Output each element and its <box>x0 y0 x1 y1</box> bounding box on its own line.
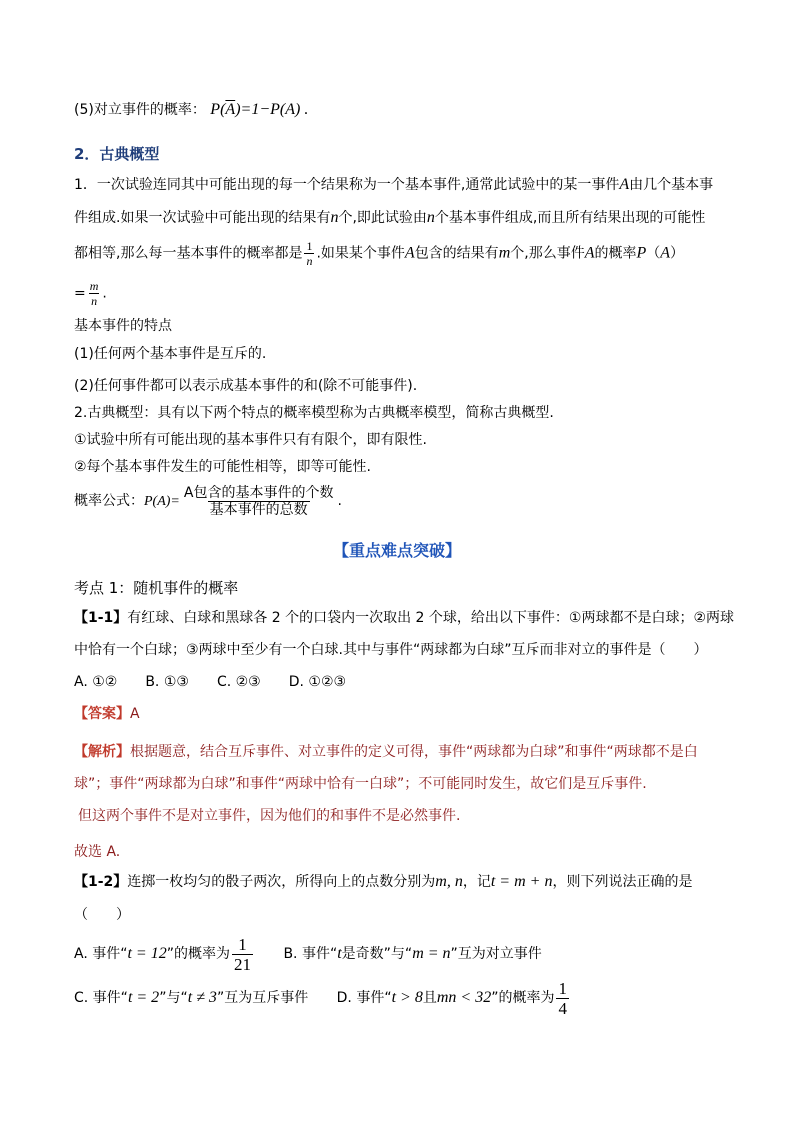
q11-answer: 【答案】A <box>74 706 140 722</box>
q12-line1: 【1-2】连掷一枚均匀的骰子两次，所得向上的点数分别为m, n，记t = m + n，则下列说法正确的是 <box>74 873 693 890</box>
classical-condition-2: ②每个基本事件发生的可能性相等，即等可能性. <box>74 459 371 475</box>
q11-line2: 中恰有一个白球；③两球中至少有一个白球.其中与事件“两球都为白球”互斥而非对立的事件是（ ） <box>74 642 708 658</box>
q12-options-ab: A. 事件“t = 12”的概率为 $\frac{1}{21}$ B. 事件“t是奇数”与“m = n”互为对立事件 <box>74 934 542 974</box>
para1-line3: 都相等,那么每一基本事件的概率都是 $\frac{1}{n}$ .如果某个事件A包含的结果有m个,那么事件A的概率P（A） <box>74 239 685 268</box>
para1-line1: 1．一次试验连同其中可能出现的每一个结果称为一个基本事件,通常此试验中的某一事件A由几个基本事 <box>74 176 714 193</box>
q11-options: A. ①② B. ①③ C. ②③ D. ①②③ <box>74 674 347 690</box>
q11-line1: 【1-1】有红球、白球和黑球各 2 个的口袋内一次取出 2 个球，给出以下事件：①两球都不是白球；②两球 <box>74 610 735 626</box>
fraction-1-over-4: $\frac{1}{4}$ <box>558 978 567 1018</box>
fraction-1-over-21: $\frac{1}{21}$ <box>234 934 251 974</box>
kaodian-title: 考点 1：随机事件的概率 <box>74 579 239 597</box>
q11-conclusion: 故选 A. <box>74 844 121 860</box>
para1-line4: = $\frac{m}{n}$ . <box>74 279 107 308</box>
q11-analysis-line1: 【解析】根据题意，结合互斥事件、对立事件的定义可得，事件“两球都为白球”和事件“两球都不是白 <box>74 744 698 760</box>
features-title: 基本事件的特点 <box>74 318 172 334</box>
classical-condition-1: ①试验中所有可能出现的基本事件只有有限个，即有限性. <box>74 432 427 448</box>
item5-formula: $P(\overline{A})=1-P(A)$ . <box>210 101 309 118</box>
fraction-m-over-n: $\frac{m}{n}$ <box>89 279 99 308</box>
formula-fraction: $\frac{\text{A包含的基本事件的个数}}{\text{基本事件的总数}}$ <box>183 484 334 518</box>
feature-item-1: (1)任何两个基本事件是互斥的. <box>74 346 267 362</box>
item5-line <box>74 100 308 120</box>
section-title: 【重点难点突破】 <box>332 541 461 560</box>
fraction-one-over-n: $\frac{1}{n}$ <box>306 239 313 268</box>
q12-line2: （ ） <box>74 907 130 923</box>
feature-item-2: (2)任何事件都可以表示成基本事件的和(除不可能事件). <box>74 378 418 394</box>
heading-classical: 2．古典概型 <box>74 145 160 163</box>
para1-line2: 件组成.如果一次试验中可能出现的结果有n个,即此试验由n个基本事件组成,而且所有结果出现的可能性 <box>74 209 706 226</box>
item5-prefix: (5)对立事件的概率： <box>74 102 206 118</box>
probability-formula: 概率公式：P(A)= $\frac{\text{A包含的基本事件的个数}}{\text{基本事件的总数}}$ . <box>74 484 342 518</box>
classical-definition: 2.古典概型：具有以下两个特点的概率模型称为古典概率模型，简称古典概型. <box>74 405 554 421</box>
q12-options-cd: C. 事件“t = 2”与“t ≠ 3”互为互斥事件 D. 事件“t > 8且mn < 32”的概率为 $\frac{1}{4}$ <box>74 978 567 1018</box>
q11-analysis-line2: 球”；事件“两球都为白球”和事件“两球中恰有一白球”；不可能同时发生，故它们是互斥事件. <box>74 776 647 792</box>
q11-analysis-line3: 但这两个事件不是对立事件，因为他们的和事件不是必然事件. <box>78 808 461 824</box>
